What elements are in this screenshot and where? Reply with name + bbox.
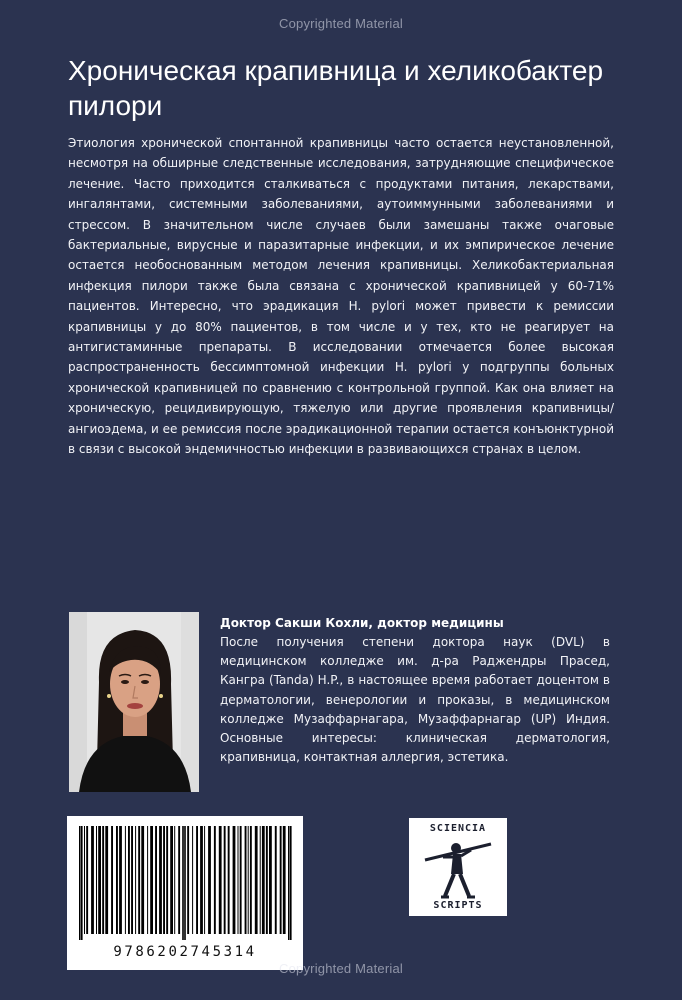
copyright-watermark-bottom: Copyrighted Material bbox=[279, 961, 403, 976]
book-description: Этиология хронической спонтанной крапивницы часто остается неустановленной, несмотря на обширные следственные исследования, затрудняющие специфическое лечение. Часто приходится сталкиваться с продуктами питания, лекарствами, ингалянтами, системными заболеваниями, аутоиммунными заболеваниями и стрессом. В значительном числе случаев были замешаны также очаговые бактериальные, вирусные и паразитарные инфекции, и их эмпирическое лечение остается необоснованным методом лечения крапивницы. Хеликобактериальная инфекция пилори также была связана с хронической крапивницей у 60-71% пациентов. Интересно, что эрадикация H. pylori может привести к ремиссии крапивницы у до 80% пациентов, в том числе и у тех, кто не реагирует на антигистаминные препараты. В исследовании отмечается более высокая распространенность бессимптомной инфекции H. pylori у подгруппы больных хронической крапивницей по сравнению с контрольной группой. Как она влияет на хроническую, рецидивирующую, тяжелую или другие проявления крапивницы/ангиоэдема, и ее ремиссия после эрадикационной терапии остается конъюнктурной в связи с высокой эндемичностью инфекции в развивающихся странах в целом. bbox=[68, 136, 614, 457]
copyright-watermark-top: Copyrighted Material bbox=[279, 16, 403, 31]
publisher-name-line1: SCIENCIA bbox=[429, 823, 487, 834]
isbn-number: 9786202745314 bbox=[113, 944, 257, 960]
author-bio: После получения степени доктора наук (DVL) в медицинском колледже им. д-ра Раджендры Прасед, Кангра (Tanda) H.P., в настоящее время работает доцентом в дерматологии, венерологии и проказы, в медицинском колледже Музаффарнагара, Музаффарнагар (UP) Индия. Основные интересы: клиническая дерматология, крапивница, контактная аллергия, эстетика. bbox=[220, 635, 610, 765]
author-photo bbox=[69, 612, 199, 792]
publisher-logo bbox=[409, 818, 507, 916]
isbn-barcode bbox=[67, 816, 303, 970]
publisher-name-line2: SCRIPTS bbox=[433, 900, 483, 911]
scientist-figure-icon bbox=[423, 838, 493, 900]
book-title: Хроническая крапивница и хеликобактер пилори bbox=[68, 55, 604, 121]
author-name: Доктор Сакши Кохли, доктор медицины bbox=[220, 616, 504, 630]
